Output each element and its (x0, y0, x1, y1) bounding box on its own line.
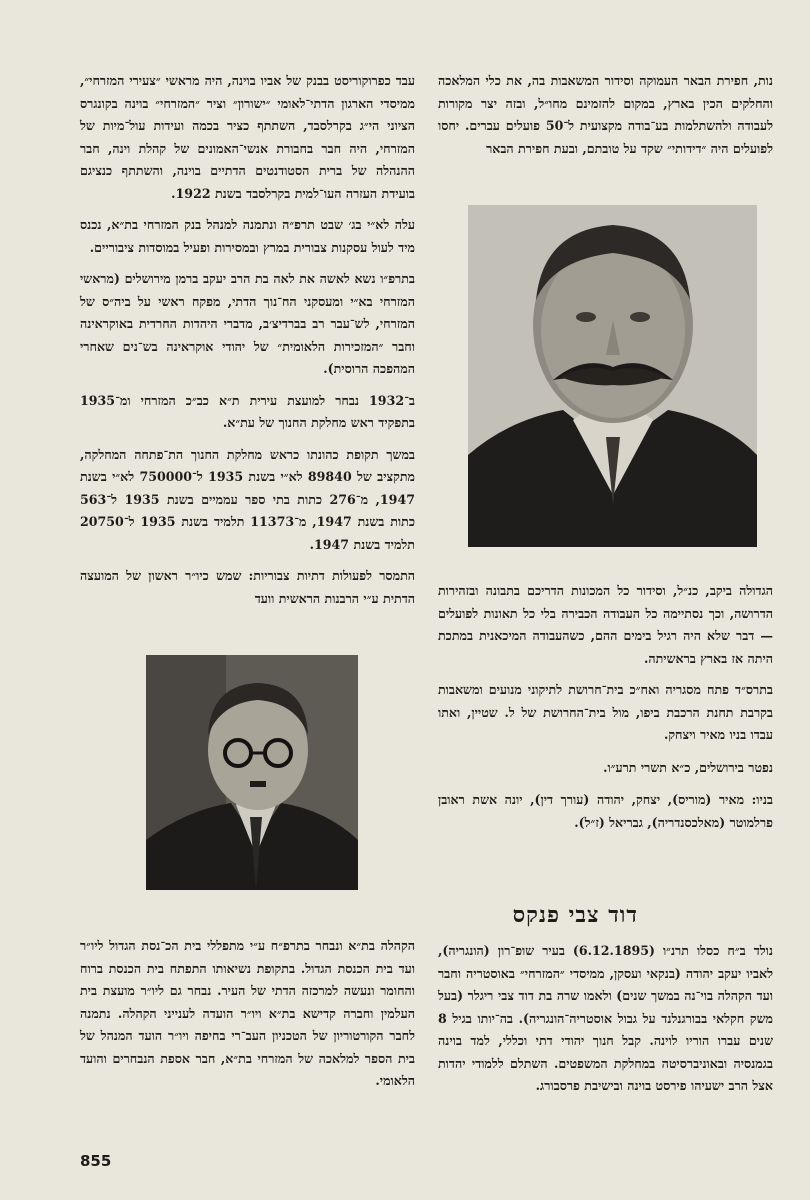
left-paragraph-7: הקהלה בת״א ונבחר בתרפ״ח ע״י מתפללי בית הכ־נסת הגדול ליו״ר ועד בית הכנסת הגדול. בתקופת נשיאותו התפתח בית הכנסת ברוח והחומר ונעשה למרכזה הדתי של העיר. נבחר גם ליו״ר מועצת בית העלמין וחברה קדישא בת״א ויו״ר הועדה לענייני הקהלה. נתמנה לחבר הקורטוריון של הטכניון העב־רי בחיפה ויו״ר הועד המנהל של בית הספר למלאכה של המזרחי בת״א, חבר אספת הנבחרים והועד הלאומי. (80, 938, 415, 1088)
portrait-photo-mustached-man (468, 205, 757, 547)
children-paragraph: בניו: מאיר (מוריס), יצחק, יהודה (עורך דין), יונה אשת ראובן פרלמוטר (מאלכסנדריה), גבריאל (ז״ל). (438, 792, 773, 830)
section-heading: דוד צבי פנקס (512, 902, 638, 928)
left-column-bottom (80, 935, 415, 1102)
career-paragraph: הגדולה ביקב, כנ״ל, וסידור כל המכונות הדריכם בתבונה ובזהירות הדרושה, וכך נסתיימה כל העבודה הכבירה בלי כל תאונות לפועלים — דבר שלא היה רגיל בימים ההם, כשהעבודה המיכאנית במתכת היתה אז בארץ בראשיתה. (438, 583, 773, 666)
right-column-body (438, 580, 773, 843)
left-column-top (80, 70, 415, 619)
workshop-paragraph: בתרס״ד פתח מסגריה ואח״כ בית־חרושת לתיקוני מנועים ומשאבות בקרבת תחנת הרכבת ביפו, מול בית־החרושת של ל. שטיין, ואתו עבדו בניו מאיר ויצחק. (438, 682, 773, 742)
right-column-bio (438, 940, 773, 1107)
left-paragraph-5: במשך תקופת כהונתו כראש מחלקת החנוך הת־פתחה המחלקה, מתקציב של 89840 לא״י בשנת 1935 ל־750000 לא״י בשנת 1947, מ־276 כתות בתי ספר עממיים בשנת 1935 ל־563 כתות בשנת 1947, מ־11373 תלמיד בשנת 1935 ל־20750 תלמיד בשנת 1947. (80, 446, 415, 552)
left-paragraph-2: עלה לא״י בג׳ שבט תרפ״ה ונתמנה למנהל בנק המזרחי בת״א, נכנס מיד לעול עסקנות צבורית במרץ ובמסירות ופעיל במוסדות ציבוריים. (80, 217, 415, 255)
left-paragraph-4: ב־1932 נבחר למועצת עירית ת״א כב״כ המזרחי ומ־1935 בתפקיד ראש מחלקת החנוך של עת״א. (80, 392, 415, 430)
death-paragraph: נפטר בירושלים, כ״א תשרי תרע״ו. (603, 759, 773, 775)
left-paragraph-3: בתרפ״ו נשא לאשה את לאה בת הרב יעקב ברמן מירושלים (מראשי המזרחי בא״י ומעסקני הח־נוך הדתי, מפקח ראשי על ביה״ס של המזרחי, לש־עבר רב בברדיצ׳ב, מדברי היהדות החרדית באוקראינה וחבר ״המזכירות הלאומית״ של יהודי אוקראינה בש־נים שאחרי המהפכה הרוסית). (80, 271, 415, 376)
bio-paragraph: נולד ב״ח כסלו תרנ״ו (6.12.1895) בעיר שופ־רון (הונגריה), לאביו יעקב יהודה (בנקאי ועסקן, ממיסדי ״המזרחי״ באוסטריה וחבר ועד הקהלה בוי־נה במשך שנים) ולאמו שרה בת דוד צבי ריגלר (בעל משק חקלאי בבורגנלנד על גבול אוסטריה־הונגריה). בה־יותו בגיל 8 שנים עברו הוריו לוינה. קבל חנוך יהודי דתי וכללי, למד בוינה בגמנסיה ובאוניברסיטה במחלקת המשפטים. השתלם ללמודי יהדות אצל הרב ישעיהו פירסט בוינה ובישיבת פרסבורג. (438, 943, 773, 1093)
left-paragraph-1: עבד כפרוקוריסט בבנק של אביו בוינה, היה מראשי ״צעירי המזרחי״, ממיסדי הארגון הדתי־לאומי ״ישורון״ וציר ״המזרחי״ בוינה בקונגרס הציוני הי״ג בקרלסבד, השתתף כציר בכמה ועידות עול־מיות של המזרחי, היה חבר בחבורת אנשי־האמונים של קהלת וינה, חבר ההנהלה של ברית הסטודנטים הדתיים בוינה, והשתתף כנציגם בועידת העזרה העו־למית בקרלסבד בשנת 1922. (80, 73, 415, 201)
portrait-photo-man-with-glasses (146, 655, 358, 890)
page-number: 855 (80, 1152, 112, 1170)
right-column-top (438, 70, 773, 169)
top-paragraph: נות, חפירת הבאר העמוקה וסידור המשאבות בה, את כלי המלאכה והחלקים הכין בארץ, במקום להזמינם מחו״ל, ובזה יצר מקורות לעבודה ולהשתלמות בע־בודה מקצועית ל־50 פועלים עברים. יחסו לפועלים היה ״דידותי״ שקד על טובתם, ובעת חפירת הבאר (438, 73, 773, 156)
left-paragraph-6: התמסר לפעולות דתיות צבוריות: שמש כיו״ר ראשון של המועצה הדתית ע״י הרבנות הראשית וועד (80, 568, 415, 606)
